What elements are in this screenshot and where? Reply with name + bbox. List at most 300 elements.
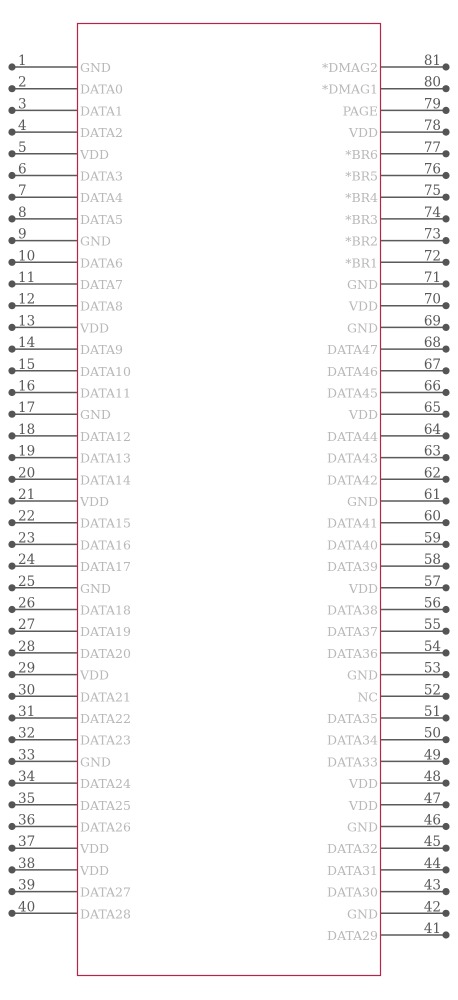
pin-21 — [8, 487, 109, 509]
pin-end-dot — [8, 519, 15, 526]
pin-28 — [8, 639, 131, 661]
pin-number: 45 — [423, 834, 441, 851]
pin-number: 77 — [423, 139, 441, 156]
pin-number: 14 — [18, 335, 36, 352]
pin-end-dot — [442, 714, 449, 721]
pin-name: NC — [357, 689, 378, 705]
pin-number: 21 — [18, 487, 36, 503]
pin-name: GND — [80, 407, 111, 423]
pin-number: 7 — [18, 183, 27, 200]
pin-name: *BR4 — [345, 190, 378, 206]
pin-end-dot — [442, 584, 449, 591]
pin-20 — [8, 465, 131, 487]
pin-name: DATA37 — [327, 624, 378, 640]
pin-number: 56 — [423, 595, 441, 612]
pin-end-dot — [442, 194, 449, 201]
pin-name: *DMAG2 — [321, 60, 378, 75]
pin-number: 36 — [18, 812, 36, 829]
pin-15 — [8, 357, 131, 379]
pin-end-dot — [442, 801, 449, 808]
pin-end-dot — [442, 845, 449, 852]
pin-end-dot — [8, 280, 15, 287]
pin-number: 33 — [18, 747, 36, 764]
pin-name: DATA20 — [80, 645, 131, 661]
pin-54 — [327, 639, 450, 661]
pin-number: 3 — [18, 96, 27, 113]
pin-40 — [8, 899, 131, 921]
pin-end-dot — [8, 541, 15, 548]
pin-name: VDD — [348, 776, 378, 792]
pin-10 — [8, 248, 123, 270]
pin-end-dot — [442, 172, 449, 179]
pin-end-dot — [8, 172, 15, 179]
pin-number: 35 — [18, 790, 36, 807]
pin-number: 27 — [18, 617, 36, 634]
pin-end-dot — [8, 606, 15, 613]
pin-name: DATA2 — [80, 125, 123, 141]
pin-number: 38 — [18, 855, 36, 872]
pin-end-dot — [442, 628, 449, 635]
pin-71 — [347, 270, 450, 292]
pin-name: VDD — [80, 862, 110, 878]
pin-number: 16 — [18, 378, 36, 395]
pin-end-dot — [442, 432, 449, 439]
pin-name: DATA14 — [80, 472, 131, 488]
pin-76 — [345, 162, 449, 184]
pin-number: 32 — [18, 725, 36, 742]
pin-24 — [8, 552, 131, 574]
pin-number: 43 — [423, 877, 441, 894]
pin-name: DATA27 — [80, 884, 131, 900]
pin-number: 25 — [18, 573, 36, 590]
pin-end-dot — [442, 476, 449, 483]
pin-name: GND — [80, 754, 111, 770]
pin-name: DATA47 — [327, 342, 378, 358]
pin-name: VDD — [348, 125, 378, 141]
pin-number: 54 — [423, 638, 441, 655]
pin-number: 46 — [423, 812, 441, 829]
pin-number: 44 — [423, 855, 441, 872]
pin-end-dot — [8, 563, 15, 570]
pin-13 — [8, 313, 109, 335]
pin-end-dot — [8, 432, 15, 439]
pin-number: 5 — [18, 139, 27, 156]
pin-name: DATA40 — [327, 537, 378, 553]
pin-end-dot — [442, 758, 449, 765]
pin-number: 75 — [423, 183, 441, 200]
pin-68 — [327, 335, 450, 357]
pin-end-dot — [8, 302, 15, 309]
pin-63 — [327, 444, 450, 466]
pin-name: DATA33 — [327, 754, 378, 770]
pin-end-dot — [8, 823, 15, 830]
pin-end-dot — [442, 606, 449, 613]
pin-8 — [8, 205, 123, 227]
pin-end-dot — [8, 411, 15, 418]
pin-47 — [348, 791, 450, 813]
pin-48 — [348, 769, 450, 791]
pin-number: 49 — [423, 747, 441, 764]
pin-end-dot — [8, 324, 15, 331]
left-pin-group — [8, 53, 131, 921]
pin-name: PAGE — [342, 103, 378, 119]
pin-number: 13 — [18, 313, 36, 330]
pin-end-dot — [442, 280, 449, 287]
pin-name: DATA28 — [80, 906, 131, 922]
pin-number: 48 — [423, 769, 441, 786]
pin-number: 26 — [18, 595, 36, 612]
pin-9 — [8, 227, 111, 249]
pin-end-dot — [8, 671, 15, 678]
pin-number: 52 — [423, 682, 441, 699]
pin-45 — [327, 834, 450, 856]
pin-61 — [347, 487, 450, 509]
pin-6 — [8, 162, 123, 184]
pin-end-dot — [8, 237, 15, 244]
pin-5 — [8, 140, 109, 162]
pin-12 — [8, 292, 123, 314]
pin-number: 61 — [423, 487, 441, 503]
pin-end-dot — [8, 107, 15, 114]
pin-name: DATA23 — [80, 732, 131, 748]
pin-end-dot — [8, 649, 15, 656]
pin-number: 72 — [423, 248, 441, 265]
pin-name: GND — [347, 277, 378, 292]
pin-name: DATA31 — [327, 862, 378, 878]
pin-78 — [348, 118, 450, 140]
pin-number: 29 — [18, 660, 36, 677]
pin-end-dot — [442, 454, 449, 461]
pin-58 — [327, 552, 450, 574]
pin-49 — [327, 747, 450, 769]
pin-number: 64 — [423, 421, 441, 438]
pin-number: 22 — [18, 508, 36, 525]
pin-end-dot — [8, 780, 15, 787]
pin-end-dot — [442, 823, 449, 830]
pin-end-dot — [442, 150, 449, 157]
pin-name: DATA13 — [80, 450, 131, 466]
pin-number: 37 — [18, 834, 36, 851]
pin-16 — [8, 379, 131, 401]
pin-name: DATA22 — [80, 711, 131, 726]
pin-number: 62 — [423, 465, 441, 482]
pin-2 — [8, 75, 123, 97]
pin-number: 2 — [18, 74, 27, 91]
pin-name: *BR2 — [345, 233, 378, 249]
pin-number: 19 — [18, 443, 36, 460]
pin-name: VDD — [80, 667, 110, 683]
pin-end-dot — [8, 693, 15, 700]
pin-11 — [8, 270, 123, 292]
pin-31 — [8, 704, 131, 726]
pin-number: 50 — [423, 725, 441, 742]
pin-end-dot — [8, 866, 15, 873]
pin-number: 63 — [423, 443, 441, 460]
pin-81 — [322, 53, 450, 75]
pin-name: DATA36 — [327, 645, 378, 661]
pin-name: VDD — [80, 494, 110, 509]
pin-name: *BR5 — [345, 168, 378, 184]
pin-number: 4 — [18, 118, 27, 135]
pin-number: 18 — [18, 421, 36, 438]
pin-42 — [347, 899, 450, 921]
pin-name: DATA46 — [327, 363, 378, 379]
pin-end-dot — [442, 411, 449, 418]
pin-name: VDD — [80, 320, 110, 336]
pin-72 — [345, 248, 449, 270]
pin-end-dot — [442, 237, 449, 244]
pin-name: VDD — [348, 407, 378, 423]
pin-end-dot — [8, 454, 15, 461]
pin-end-dot — [8, 736, 15, 743]
pin-end-dot — [8, 259, 15, 266]
pin-end-dot — [442, 736, 449, 743]
pin-name: DATA21 — [80, 689, 131, 705]
pin-end-dot — [442, 107, 449, 114]
pin-end-dot — [8, 758, 15, 765]
pin-number: 9 — [18, 226, 27, 243]
pin-end-dot — [442, 324, 449, 331]
pin-end-dot — [8, 628, 15, 635]
pin-80 — [322, 75, 450, 97]
pin-name: DATA44 — [327, 428, 378, 444]
pin-name: DATA5 — [80, 211, 123, 227]
pin-34 — [8, 769, 131, 791]
pin-name: *BR6 — [345, 146, 378, 162]
pin-75 — [345, 183, 449, 205]
pin-33 — [8, 747, 111, 769]
pin-57 — [348, 574, 450, 596]
pin-number: 30 — [18, 682, 36, 699]
pin-end-dot — [8, 476, 15, 483]
pin-38 — [8, 856, 109, 878]
pin-number: 67 — [423, 356, 441, 373]
pin-14 — [8, 335, 123, 357]
pin-name: DATA35 — [327, 711, 378, 726]
pin-name: DATA7 — [80, 277, 123, 292]
pin-32 — [8, 726, 131, 748]
pin-end-dot — [8, 129, 15, 136]
pin-name: DATA39 — [327, 559, 378, 575]
pin-name: GND — [347, 494, 378, 509]
pin-name: VDD — [348, 298, 378, 314]
pin-number: 78 — [423, 118, 441, 135]
pin-39 — [8, 878, 131, 900]
pin-end-dot — [442, 931, 449, 938]
pin-number: 1 — [18, 53, 27, 69]
pin-number: 12 — [18, 291, 36, 308]
pin-end-dot — [442, 389, 449, 396]
pin-name: DATA10 — [80, 363, 131, 379]
pin-67 — [327, 357, 450, 379]
right-pin-group — [322, 53, 450, 943]
pin-name: DATA24 — [80, 776, 131, 792]
pin-end-dot — [8, 215, 15, 222]
pin-30 — [8, 682, 131, 704]
pin-46 — [347, 813, 450, 835]
pin-56 — [327, 596, 450, 618]
pin-17 — [8, 400, 111, 422]
pin-end-dot — [442, 888, 449, 895]
pin-name: GND — [347, 906, 378, 922]
pin-number: 66 — [423, 378, 441, 395]
pin-name: DATA32 — [327, 841, 378, 857]
pin-end-dot — [8, 63, 15, 70]
pin-number: 59 — [423, 530, 441, 547]
pin-number: 42 — [423, 899, 441, 916]
pin-53 — [347, 661, 450, 683]
pin-number: 8 — [18, 204, 27, 221]
pin-22 — [8, 509, 131, 531]
pin-number: 47 — [423, 790, 441, 807]
pin-44 — [327, 856, 450, 878]
pin-name: DATA3 — [80, 168, 123, 184]
pin-43 — [327, 878, 450, 900]
pin-end-dot — [442, 302, 449, 309]
pin-name: DATA16 — [80, 537, 131, 553]
pin-35 — [8, 791, 131, 813]
pin-end-dot — [442, 85, 449, 92]
pin-end-dot — [442, 541, 449, 548]
pin-name: DATA42 — [327, 472, 378, 488]
pin-29 — [8, 661, 109, 683]
pin-number: 10 — [18, 248, 36, 265]
pin-name: GND — [80, 233, 111, 249]
pin-number: 23 — [18, 530, 36, 547]
pin-number: 34 — [18, 769, 36, 786]
pin-70 — [348, 292, 450, 314]
pin-name: DATA17 — [80, 559, 131, 575]
pin-name: *DMAG1 — [321, 81, 378, 97]
pin-1 — [8, 53, 111, 75]
pin-end-dot — [8, 194, 15, 201]
pin-number: 57 — [423, 573, 441, 590]
pin-end-dot — [8, 497, 15, 504]
pin-name: VDD — [348, 580, 378, 596]
pin-19 — [8, 444, 131, 466]
pin-end-dot — [442, 367, 449, 374]
pin-number: 76 — [423, 161, 441, 178]
pin-name: DATA30 — [327, 884, 378, 900]
pin-end-dot — [8, 910, 15, 917]
pin-number: 40 — [18, 899, 36, 916]
pin-name: GND — [347, 667, 378, 683]
pin-name: DATA34 — [327, 732, 378, 748]
pin-number: 39 — [18, 877, 36, 894]
pin-77 — [345, 140, 449, 162]
pin-64 — [327, 422, 450, 444]
pin-number: 69 — [423, 313, 441, 330]
pin-name: DATA29 — [327, 928, 378, 943]
pin-55 — [327, 617, 450, 639]
pin-end-dot — [8, 801, 15, 808]
pin-74 — [345, 205, 449, 227]
pin-name: DATA38 — [327, 602, 378, 618]
pin-end-dot — [8, 346, 15, 353]
pin-end-dot — [442, 519, 449, 526]
pin-number: 51 — [423, 704, 441, 720]
pin-name: VDD — [348, 797, 378, 813]
pin-number: 80 — [423, 74, 441, 91]
pin-name: DATA45 — [327, 385, 378, 401]
pin-name: DATA11 — [80, 385, 131, 401]
pin-number: 17 — [18, 400, 36, 417]
pin-3 — [8, 96, 123, 118]
pin-name: GND — [347, 819, 378, 835]
pin-59 — [327, 530, 450, 552]
pin-end-dot — [442, 910, 449, 917]
pin-end-dot — [442, 649, 449, 656]
pin-73 — [345, 227, 449, 249]
pin-end-dot — [442, 346, 449, 353]
pin-number: 11 — [18, 270, 36, 286]
pin-60 — [327, 509, 450, 531]
pin-number: 55 — [423, 617, 441, 634]
pin-number: 41 — [423, 921, 441, 937]
pin-number: 58 — [423, 552, 441, 569]
pin-name: DATA26 — [80, 819, 131, 835]
pin-23 — [8, 530, 131, 552]
pin-7 — [8, 183, 123, 205]
pin-79 — [343, 96, 450, 118]
pin-end-dot — [8, 389, 15, 396]
pin-name: DATA43 — [327, 450, 378, 466]
pin-4 — [8, 118, 123, 140]
pin-name: DATA6 — [80, 255, 123, 271]
pin-name: VDD — [80, 841, 110, 857]
pin-name: DATA18 — [80, 602, 131, 618]
pin-number: 70 — [423, 291, 441, 308]
pin-name: DATA1 — [80, 103, 123, 119]
pin-end-dot — [442, 563, 449, 570]
pin-number: 24 — [18, 552, 36, 569]
pin-52 — [357, 682, 449, 704]
pin-50 — [327, 726, 450, 748]
pin-end-dot — [442, 693, 449, 700]
pin-number: 53 — [423, 660, 441, 677]
pin-25 — [8, 574, 111, 596]
pin-name: DATA9 — [80, 342, 123, 358]
pin-end-dot — [8, 85, 15, 92]
pin-18 — [8, 422, 131, 444]
pin-62 — [327, 465, 450, 487]
pin-name: DATA8 — [80, 298, 123, 314]
pin-number: 74 — [423, 204, 441, 221]
pin-end-dot — [8, 367, 15, 374]
pin-41 — [327, 921, 450, 943]
pin-name: DATA41 — [327, 515, 378, 531]
pin-number: 60 — [423, 508, 441, 525]
pin-number: 15 — [18, 356, 36, 373]
pin-name: GND — [347, 320, 378, 336]
pin-69 — [347, 313, 450, 335]
pin-number: 31 — [18, 704, 36, 720]
pin-end-dot — [442, 497, 449, 504]
pin-number: 6 — [18, 161, 27, 178]
pin-51 — [327, 704, 450, 726]
pin-name: DATA19 — [80, 624, 131, 640]
pin-26 — [8, 596, 131, 618]
pin-number: 71 — [423, 270, 441, 286]
pin-37 — [8, 834, 109, 856]
pin-number: 79 — [423, 96, 441, 113]
pin-65 — [348, 400, 450, 422]
pin-name: *BR3 — [345, 211, 378, 227]
pin-number: 65 — [423, 400, 441, 417]
pin-end-dot — [442, 63, 449, 70]
pin-name: DATA12 — [80, 428, 131, 444]
pin-name: DATA25 — [80, 797, 131, 813]
